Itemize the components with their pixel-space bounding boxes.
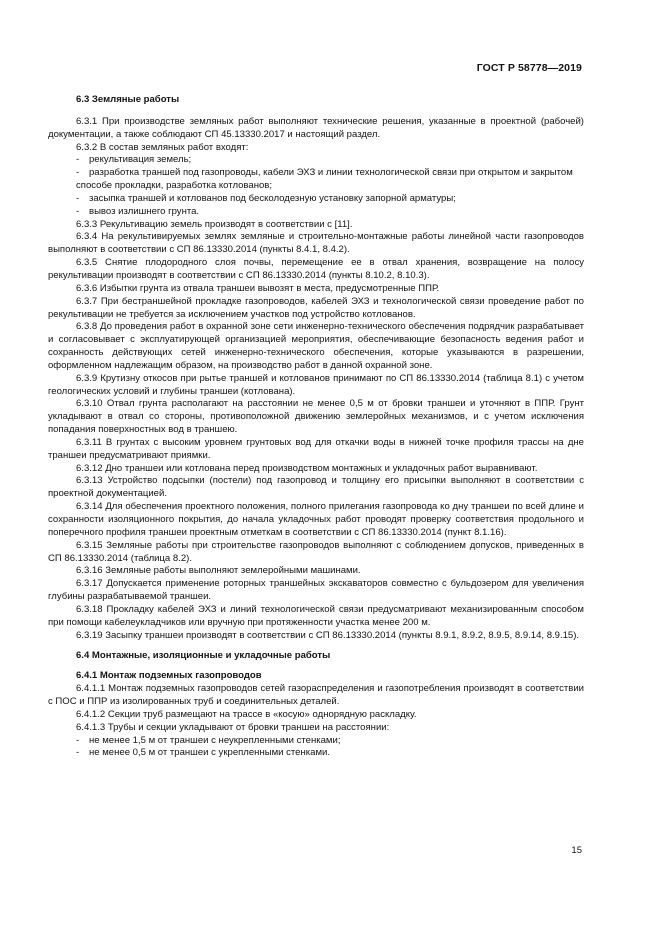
paragraph: 6.4.1.1 Монтаж подземных газопроводов сетей газораспределения и газопотребления производят в соответствии с ПОС и ППР из изолированных труб и соединительных деталей.: [48, 683, 584, 707]
list-item-text: не менее 1,5 м от траншеи с неукрепленными стенками;: [89, 734, 341, 746]
list-dash: -: [76, 154, 80, 166]
list-item: [48, 735, 584, 748]
paragraph: 6.3.1 При производстве земляных работ выполняют технические решения, указанные в проектной (рабочей) документации, а также соблюдают СП 45.13330.2017 и настоящий раздел.: [48, 115, 584, 140]
paragraph: 6.3.11 В грунтах с высоким уровнем грунтовых вод для откачки воды в нижней точке профиля трассы на дне траншеи предусматривают приямки.: [48, 436, 584, 461]
list-dash: -: [76, 192, 80, 204]
paragraph: 6.3.18 Прокладку кабелей ЭХЗ и линий технологической связи предусматривают механизированным способом при помощи кабелеукладчиков или вручную при протяженности участка менее 200 м.: [48, 603, 584, 628]
subsection-heading: 6.4.1 Монтаж подземных газопроводов: [76, 670, 262, 682]
paragraph: 6.3.5 Снятие плодородного слоя почвы, перемещение ее в отвал хранения, возвращение на полосу рекультивации производят в соответствии с СП 86.13330.2014 (пункты 8.10.2, 8.10.3).: [48, 257, 584, 281]
list-item: [48, 206, 584, 219]
paragraph: 6.3.2 В состав земляных работ входят:: [76, 141, 249, 153]
paragraph: 6.3.10 Отвал грунта располагают на расстоянии не менее 0,5 м от бровки траншеи и уточняют в ППР. Грунт укладывают в отвал со стороны, противоположной движению землеройных механизмов, и с учетом исключения попадания поверхностных вод в траншею.: [48, 398, 584, 436]
paragraph: 6.3.15 Земляные работы при строительстве газопроводов выполняют с соблюдением допусков, приведенных в СП 86.13330.2014 (таблица 8.2).: [48, 539, 584, 564]
paragraph: 6.3.3 Рекультивацию земель производят в соответствии с [11].: [76, 218, 353, 230]
section-body: [48, 116, 584, 643]
document-body: [48, 90, 584, 760]
list-item-text: рекультивация земель;: [89, 154, 192, 166]
paragraph: 6.3.8 До проведения работ в охранной зоне сети инженерно-технического обеспечения подрядчик разрабатывает и согласовывает с эксплуатирующей организацией мероприятия, обеспечивающие безопасность ведения работ и сохранность действующих сетей инженерно-технического обеспечения, которые указываются в разрешении, оформленном надлежащим образом, на производство работ в данной охранной зоне.: [48, 321, 584, 371]
list-dash: -: [76, 205, 80, 217]
list-dash: -: [76, 734, 80, 746]
list-item-text: засыпка траншей и котлованов под бесколодезную установку запорной арматуры;: [89, 192, 456, 204]
section-body: [48, 683, 584, 760]
paragraph: 6.3.9 Крутизну откосов при рытье траншей и котлованов принимают по СП 86.13330.2014 (таблица 8.1) с учетом геологических условий и глубины траншеи (котлована).: [48, 372, 584, 397]
list-dash: -: [76, 747, 80, 759]
list-item: [48, 193, 584, 206]
list-item: [48, 747, 584, 760]
paragraph: 6.3.17 Допускается применение роторных траншейных экскаваторов совместно с бульдозером для увеличения глубины разрабатываемой траншеи.: [48, 578, 584, 603]
paragraph: 6.3.4 На рекультивируемых землях земляные и строительно-монтажные работы линейной части газопроводов выполняют в соответствии с СП 86.13330.2014 (пункты 8.4.1, 8.4.2).: [48, 231, 584, 256]
list-item: [48, 167, 584, 193]
paragraph: 6.4.1.3 Трубы и секции укладывают от бровки траншеи на расстоянии:: [76, 721, 390, 733]
document-code: ГОСТ Р 58778—2019: [476, 62, 582, 74]
paragraph: 6.3.19 Засыпку траншеи производят в соответствии с СП 86.13330.2014 (пункты 8.9.1, 8.9.2, 8.9.5, 8.9.14, 8.9.15).: [76, 629, 580, 641]
list-item-text: не менее 0,5 м от траншеи с укрепленными стенками.: [89, 747, 330, 759]
paragraph: 6.3.12 Дно траншеи или котлована перед производством монтажных и укладочных работ выравнивают.: [76, 462, 538, 474]
page-number: 15: [571, 845, 582, 856]
section-heading: 6.4 Монтажные, изоляционные и укладочные работы: [76, 650, 331, 662]
section-heading: 6.3 Земляные работы: [76, 94, 180, 105]
paragraph: 6.3.6 Избытки грунта из отвала траншеи вывозят в места, предусмотренные ППР.: [76, 282, 440, 294]
list-item: [48, 154, 584, 167]
list-item-text: разработка траншей под газопроводы, кабели ЭХЗ и линии технологической связи при открытом и закрытом способе прокладки, разработка котлованов;: [76, 167, 573, 192]
list-dash: -: [76, 167, 80, 179]
paragraph: 6.4.1.2 Секции труб размещают на трассе в «косую» однорядную раскладку.: [76, 708, 417, 720]
paragraph: 6.3.7 При бестраншейной прокладке газопроводов, кабелей ЭХЗ и технологической связи проведение работ по рекультивации не требуется за исключением участков под устройство котлованов.: [48, 295, 584, 320]
paragraph: 6.3.13 Устройство подсыпки (постели) под газопровод и толщину его присыпки выполняют в соответствии с проектной документацией.: [48, 475, 584, 500]
paragraph: 6.3.16 Земляные работы выполняют землеройными машинами.: [76, 565, 361, 577]
list-item-text: вывоз излишнего грунта.: [89, 205, 200, 217]
paragraph: 6.3.14 Для обеспечения проектного положения, полного прилегания газопровода ко дну траншеи по всей длине и сохранности изоляционного покрытия, до начала укладочных работ проводят проверку соответствия продольного и поперечного профиля траншеи проектным отметкам в соответствии с СП 86.13330.2014 (пункт 8.1.16).: [48, 501, 584, 538]
